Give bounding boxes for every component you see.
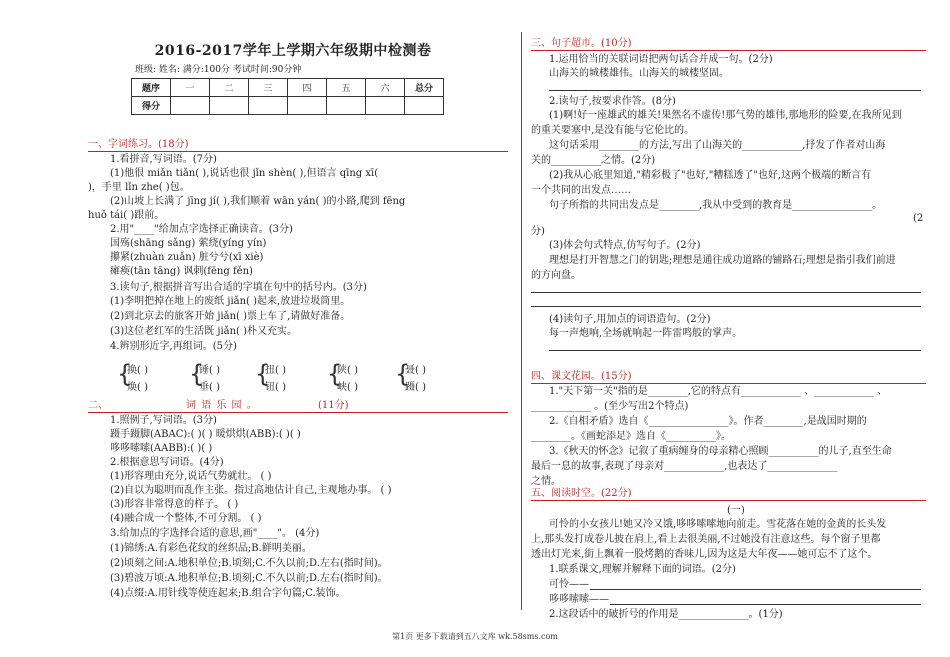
- question-line: 一个共同的出发点……: [531, 185, 631, 196]
- question-line: 攥紧(zhuàn zuǎn) 脏兮兮(xī xiè): [110, 252, 264, 263]
- question: 2.读句子,按要求作答。(8分): [549, 96, 676, 107]
- question-line: 关的__________之情。(2分): [531, 155, 656, 166]
- section-1-title: 一、字词练习。(18分): [88, 139, 189, 150]
- question-line: (1)锦绣:A.有彩色花纹的丝织品;B.鲜明美丽。: [110, 543, 312, 554]
- question-line: (2)我从心底里知道,"精彩极了"也好,"糟糕透了"也好,这两个极端的断言有: [549, 170, 872, 181]
- answer-line[interactable]: [549, 90, 921, 91]
- passage-line: 上,那头发打成卷儿披在肩上,看上去很美丽,不过她没有注意这些。每个窗子里都: [531, 534, 881, 545]
- question-line: 句子所指的共同出发点是________,我从中受到的教育是________________。: [549, 200, 883, 211]
- question: 2.这段话中的破折号的作用是______________。(1分): [549, 609, 783, 620]
- question: 1.照例子,写词语。(3分): [110, 415, 217, 426]
- char-pair-item: 焕( ): [127, 382, 148, 393]
- answer-line[interactable]: [610, 604, 921, 605]
- question-line: (1)他很 miǎn tiǎn( ),说话也很 jǐn shèn( ),但语言 qīng xī(: [110, 168, 379, 179]
- question-line: (3)这位老红军的生活既 jiǎn( )朴又充实。: [110, 326, 298, 337]
- answer-line[interactable]: [531, 306, 921, 307]
- table-row: [132, 79, 444, 97]
- question-line: 瘫痪(tān tāng) 讽刺(fēng fěn): [110, 266, 253, 277]
- question-line: (2)自以为聪明而乱作主张。指过高地估计自己,主观地办事。 ( ): [110, 485, 392, 496]
- question-line: huǒ tái( )跟前。: [88, 210, 165, 221]
- question-line: (2: [913, 213, 924, 224]
- question-line: 的重关要塞中,是没有能与它伦比的。: [531, 125, 695, 136]
- question-line: 每一声炮响,全场就响起一阵雷鸣般的掌声。: [549, 328, 743, 339]
- question-line: 国殇(shāng sǎng) 萦绕(yíng yín): [110, 238, 267, 249]
- char-pair-item: 蹑( ): [405, 382, 426, 393]
- section-2-number: 二、: [88, 400, 108, 411]
- page-footer: 第1页 更多下载请到五八文库 wk.58sms.com: [392, 632, 558, 641]
- question-line: 之情。: [531, 476, 561, 487]
- question: 3.读句子,根据拼音写出合适的字填在句中的括号内。(3分): [110, 282, 367, 293]
- brace-icon: {: [117, 360, 133, 388]
- question-line: (3)形容非常得意的样子。 ( ): [110, 499, 239, 510]
- brace-icon: {: [395, 360, 411, 388]
- column-header: 三: [249, 79, 288, 97]
- char-pair-item: 换( ): [127, 365, 148, 376]
- section-2-score: (11分): [318, 400, 349, 411]
- question-line: 的方向盘。: [531, 270, 581, 281]
- section-4-rule: [531, 383, 926, 384]
- question-line: 理想是打开智慧之门的钥匙;理想是通往成功道路的铺路石;理想是指引我们前进: [549, 255, 896, 266]
- question-line: (1)形容理由充分,说话气势就壮。 ( ): [110, 471, 272, 482]
- question-line: 山海关的城楼雄伟。山海关的城楼坚固。: [549, 68, 729, 79]
- char-pair-item: 峡( ): [337, 382, 358, 393]
- question: 1.运用恰当的关联词语把两句话合并成一句。(2分): [549, 54, 773, 65]
- passage-line: 透出灯光来,街上飘着一股烤鹅的香味儿,因为这是大年夜——她可忘不了这个。: [531, 549, 878, 560]
- column-header: 总分: [405, 79, 444, 97]
- section-4-title: 四、课文花园。(15分): [531, 371, 632, 382]
- column-header: 四: [288, 79, 327, 97]
- question-line: 蹑手蹑脚(ABAC):( )( ) 暖烘烘(ABB):( )( ): [110, 429, 301, 440]
- question: 3.给加点的字选择合适的意思,画"____"。 (4分): [110, 528, 320, 539]
- question-line: (2)到北京去的旅客开始 jiǎn( )票上车了,请做好准备。: [110, 311, 351, 322]
- row-label: 题序: [132, 79, 171, 97]
- char-pair-item: 锤( ): [199, 365, 220, 376]
- table-row: [132, 97, 444, 115]
- answer-line[interactable]: [531, 292, 921, 293]
- score-cell[interactable]: [210, 97, 249, 115]
- section-3-rule: [531, 50, 926, 51]
- char-pair-item: 扭( ): [265, 365, 286, 376]
- section-1-rule: [88, 151, 508, 152]
- question-line: 这句话采用________的方法,写出了山海关的____________,抒发了作者对山海: [549, 140, 886, 151]
- char-pair-item: 钮( ): [265, 382, 286, 393]
- section-5-title: 五、阅读时空。(22分): [531, 488, 632, 499]
- column-divider: [521, 32, 522, 610]
- score-cell[interactable]: [366, 97, 405, 115]
- question: 2.根据意思写词语。(4分): [110, 457, 224, 468]
- question: 2.《自相矛盾》选自《________________》。作者________,是战国时期的: [549, 416, 867, 427]
- question-line: 分): [531, 226, 545, 237]
- column-header: 五: [327, 79, 366, 97]
- passage-subtitle: (一): [727, 505, 745, 516]
- char-pair-item: 垂( ): [199, 382, 220, 393]
- question: 1.联系课文,理解并解释下面的词语。(2分): [549, 564, 736, 575]
- question: 2.用"____"给加点字选择正确读音。(3分): [110, 224, 293, 235]
- question-line: (1)李明把掉在地上的废纸 jiǎn( )起来,放进垃圾筒里。: [110, 296, 351, 307]
- answer-line[interactable]: [549, 350, 921, 351]
- question-line: 哆哆嗦嗦(AABB):( )( ): [110, 443, 213, 454]
- brace-icon: {: [189, 360, 205, 388]
- question: (3)体会句式特点,仿写句子。(2分): [549, 240, 701, 251]
- score-cell[interactable]: [288, 97, 327, 115]
- question-line: 最后一息的故事,表现了母亲对____________,也表达了______________: [531, 461, 838, 472]
- question-line: (2)顷刻之间:A.地积单位;B.顷刻;C.不久以前;D.左右(指时间)。: [110, 558, 388, 569]
- score-cell[interactable]: [171, 97, 210, 115]
- question-line: (2)山坡上长满了 jīng jí( ),我们顺着 wān yán( )的小路,爬到 fēng: [110, 196, 406, 207]
- column-header: 二: [210, 79, 249, 97]
- question: 3.《秋天的怀念》记叙了重病缠身的母亲精心照顾__________的儿子,直至生命: [549, 446, 892, 457]
- question-line: ________。《画蛇添足》选自《__________》。: [531, 431, 731, 442]
- question-line: ____________ 。(至少写出2个特点): [531, 401, 689, 412]
- question: 1."天下第一关"指的是________,它的特点有____________ 、____________ 、: [549, 386, 888, 397]
- brace-icon: {: [327, 360, 343, 388]
- passage-line: 可怜的小女孩儿!她又冷又饿,哆哆嗦嗦地向前走。雪花落在她的金黄的长头发: [549, 519, 887, 530]
- answer-line[interactable]: [590, 589, 921, 590]
- question: 4.辨别形近字,再组词。(5分): [110, 341, 237, 352]
- score-table: [131, 78, 444, 115]
- section-2-rule: [88, 412, 508, 413]
- char-pair-item: 陕( ): [337, 365, 358, 376]
- section-2-title: 词 语 乐 园 。: [186, 400, 258, 411]
- question-line: (3)碧波万顷:A.地积单位;B.顷刻;C.不久以前;D.左右(指时间)。: [110, 573, 388, 584]
- score-cell[interactable]: [327, 97, 366, 115]
- question-line: (4)点缀:A.用针线等使连起来;B.组合字句篇;C.装饰。: [110, 588, 346, 599]
- section-3-title: 三、句子超市。(10分): [531, 38, 632, 49]
- question: (4)读句子,用加点的词语造句。(2分): [549, 314, 711, 325]
- question-line: 可怜——: [549, 579, 589, 590]
- exam-title: 2016-2017学年上学期六年级期中检测卷: [154, 43, 432, 59]
- question-line: 哆哆嗦嗦——: [549, 594, 609, 605]
- question: 1.看拼音,写词语。(7分): [110, 154, 217, 165]
- question-line: )，手里 lǐn zhe( )包。: [88, 182, 190, 193]
- student-info-line: 班级: 姓名: 满分:100分 考试时间:90分钟: [135, 65, 302, 75]
- question-line: (1)啊!好一座雄武的雄关!果然名不虚传!那气势的雄伟,那地形的险要,在我所见到: [549, 110, 902, 121]
- brace-icon: {: [255, 360, 271, 388]
- column-header: 六: [366, 79, 405, 97]
- row-label: 得分: [132, 97, 171, 115]
- section-5-rule: [531, 500, 926, 501]
- score-cell[interactable]: [405, 97, 444, 115]
- column-header: 一: [171, 79, 210, 97]
- score-cell[interactable]: [249, 97, 288, 115]
- char-pair-item: 聂( ): [405, 365, 426, 376]
- question-line: (4)融合成一个整体,不可分割。 ( ): [110, 513, 262, 524]
